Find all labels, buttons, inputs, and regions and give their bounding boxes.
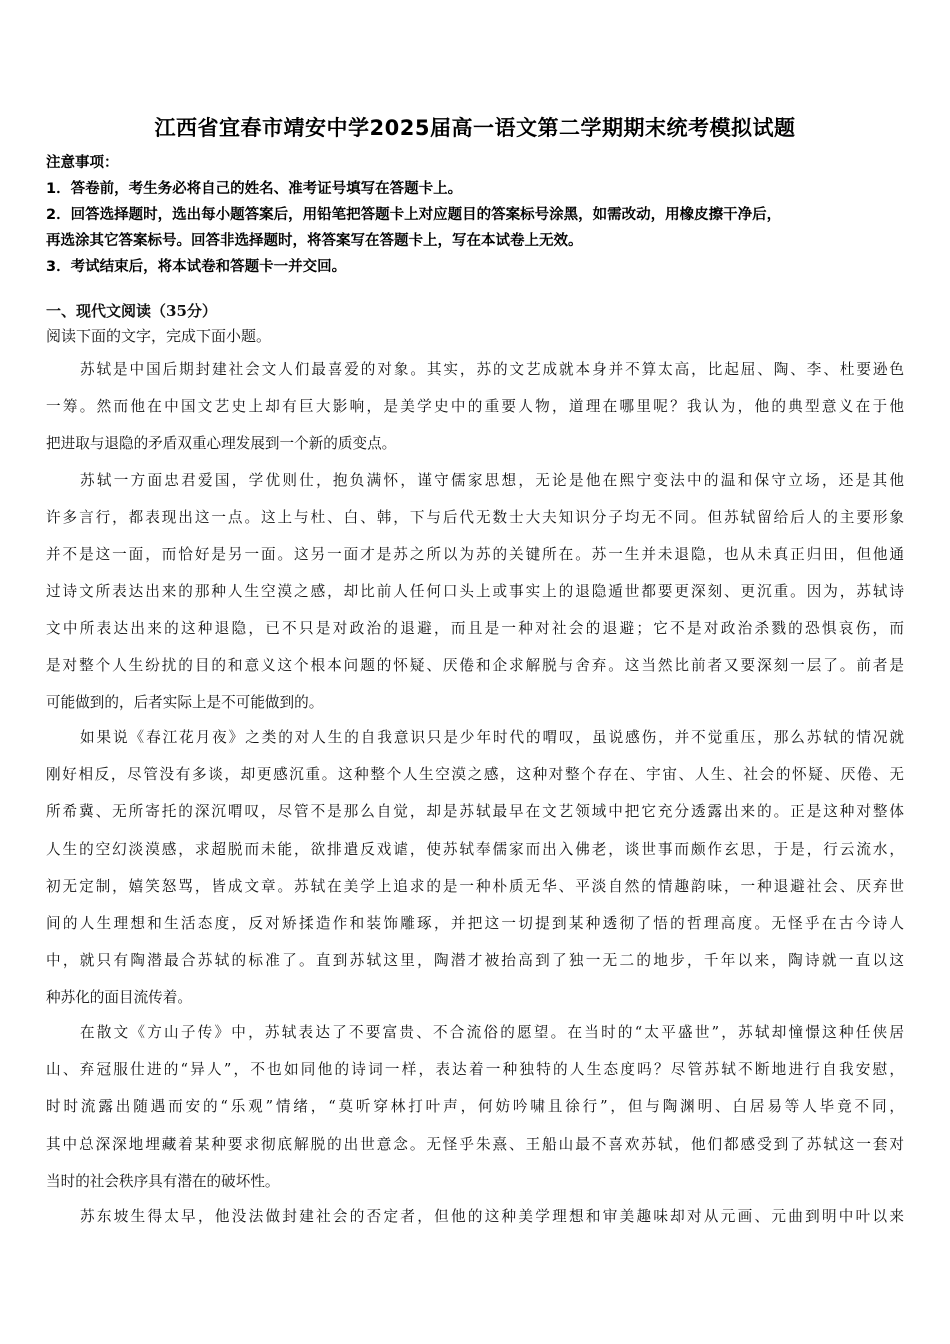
passage-line: 中，就只有陶潜最合苏轼的标准了。直到苏轼这里，陶潜才被抬高到了独一无二的地步，千年以来，陶诗就一直以这 (46, 952, 904, 969)
passage-line: 许多言行，都表现出这一点。这上与杜、白、韩，下与后代无数士大夫知识分子均无不同。但苏轼留给后人的主要形象 (46, 509, 904, 526)
reading-instruction: 阅读下面的文字，完成下面小题。 (46, 327, 272, 345)
passage-line: 可能做到的，后者实际上是不可能做到的。 (46, 694, 324, 711)
passage-line: 如果说《春江花月夜》之类的对人生的自我意识只是少年时代的喟叹，虽说感伤，并不觉重压，那么苏轼的情况就 (80, 729, 904, 746)
passage-line: 并不是这一面，而恰好是另一面。这另一面才是苏之所以为苏的关键所在。苏一生并未退隐，也从未真正归田，但他通 (46, 546, 904, 563)
passage-line: 刚好相反，尽管没有多谈，却更感沉重。这种整个人生空漠之感，这种对整个存在、宇宙、人生、社会的怀疑、厌倦、无 (46, 766, 904, 783)
passage-line: 初无定制，嬉笑怒骂，皆成文章。苏轼在美学上追求的是一种朴质无华、平淡自然的情趣韵味，一种退避社会、厌弃世 (46, 878, 904, 895)
passage-line: 间的人生理想和生活态度，反对矫揉造作和装饰雕琢，并把这一切提到某种透彻了悟的哲理高度。无怪乎在古今诗人 (46, 915, 904, 932)
passage-line: 种苏化的面目流传着。 (46, 989, 192, 1006)
passage-line: 文中所表达出来的这种退隐，已不只是对政治的退避，而且是一种对社会的退避；它不是对政治杀戮的恐惧哀伤，而 (46, 620, 904, 637)
passage-line: 把进取与退隐的矛盾双重心理发展到一个新的质变点。 (46, 435, 397, 452)
passage-line: 人生的空幻淡漠感，求超脱而未能，欲排遣反戏谑，使苏轼奉儒家而出入佛老，谈世事而颇作玄思，于是，行云流水， (46, 841, 904, 858)
notice-heading: 注意事项： (46, 155, 119, 171)
notice-item: 3．考试结束后，将本试卷和答题卡一并交回。 (46, 259, 347, 275)
passage-line: 苏东坡生得太早，他没法做封建社会的否定者，但他的这种美学理想和审美趣味却对从元画、元曲到明中叶以来 (80, 1208, 904, 1225)
document-title: 江西省宜春市靖安中学2025届高一语文第二学期期末统考模拟试题 (154, 116, 796, 140)
passage-line: 一筹。然而他在中国文艺史上却有巨大影响，是美学史中的重要人物，道理在哪里呢？我认为，他的典型意义在于他 (46, 398, 904, 415)
passage-line: 山、弃冠服仕进的“异人”，不也如同他的诗词一样，表达着一种独特的人生态度吗？尽管苏轼不断地进行自我安慰， (46, 1061, 904, 1078)
passage-line: 在散文《方山子传》中，苏轼表达了不要富贵、不合流俗的愿望。在当时的“太平盛世”，苏轼却憧憬这种任侠居 (80, 1024, 904, 1041)
notice-block (46, 150, 916, 280)
passage-line: 苏轼是中国后期封建社会文人们最喜爱的对象。其实，苏的文艺成就本身并不算太高，比起屈、陶、李、杜要逊色 (80, 361, 904, 378)
passage-line: 时时流露出随遇而安的“乐观”情绪，“莫听穿林打叶声，何妨吟啸且徐行”，但与陶渊明、白居易等人毕竟不同， (46, 1098, 904, 1115)
passage-line: 是对整个人生纷扰的目的和意义这个根本问题的怀疑、厌倦和企求解脱与舍弃。这当然比前者又要深刻一层了。前者是 (46, 657, 904, 674)
notice-item: 1．答卷前，考生务必将自己的姓名、准考证号填写在答题卡上。 (46, 181, 463, 197)
section-heading: 一、现代文阅读（35分） (46, 302, 217, 320)
notice-item: 再选涂其它答案标号。回答非选择题时，将答案写在答题卡上，写在本试卷上无效。 (46, 233, 583, 249)
passage-line: 当时的社会秩序具有潜在的破坏性。 (46, 1173, 280, 1190)
passage-line: 所希冀、无所寄托的深沉喟叹，尽管不是那么自觉，却是苏轼最早在文艺领域中把它充分透露出来的。正是这种对整体 (46, 803, 904, 820)
notice-item: 2．回答选择题时，选出每小题答案后，用铅笔把答题卡上对应题目的答案标号涂黑，如需改动，用橡皮擦干净后， (46, 207, 782, 223)
passage-line: 苏轼一方面忠君爱国，学优则仕，抱负满怀，谨守儒家思想，无论是他在熙宁变法中的温和保守立场，还是其他 (80, 472, 904, 489)
passage-line: 其中总深深地埋藏着某种要求彻底解脱的出世意念。无怪乎朱熹、王船山最不喜欢苏轼，他们都感受到了苏轼这一套对 (46, 1136, 904, 1153)
passage-line: 过诗文所表达出来的那种人生空漠之感，却比前人任何口头上或事实上的退隐遁世都要更深刻、更沉重。因为，苏轼诗 (46, 583, 904, 600)
